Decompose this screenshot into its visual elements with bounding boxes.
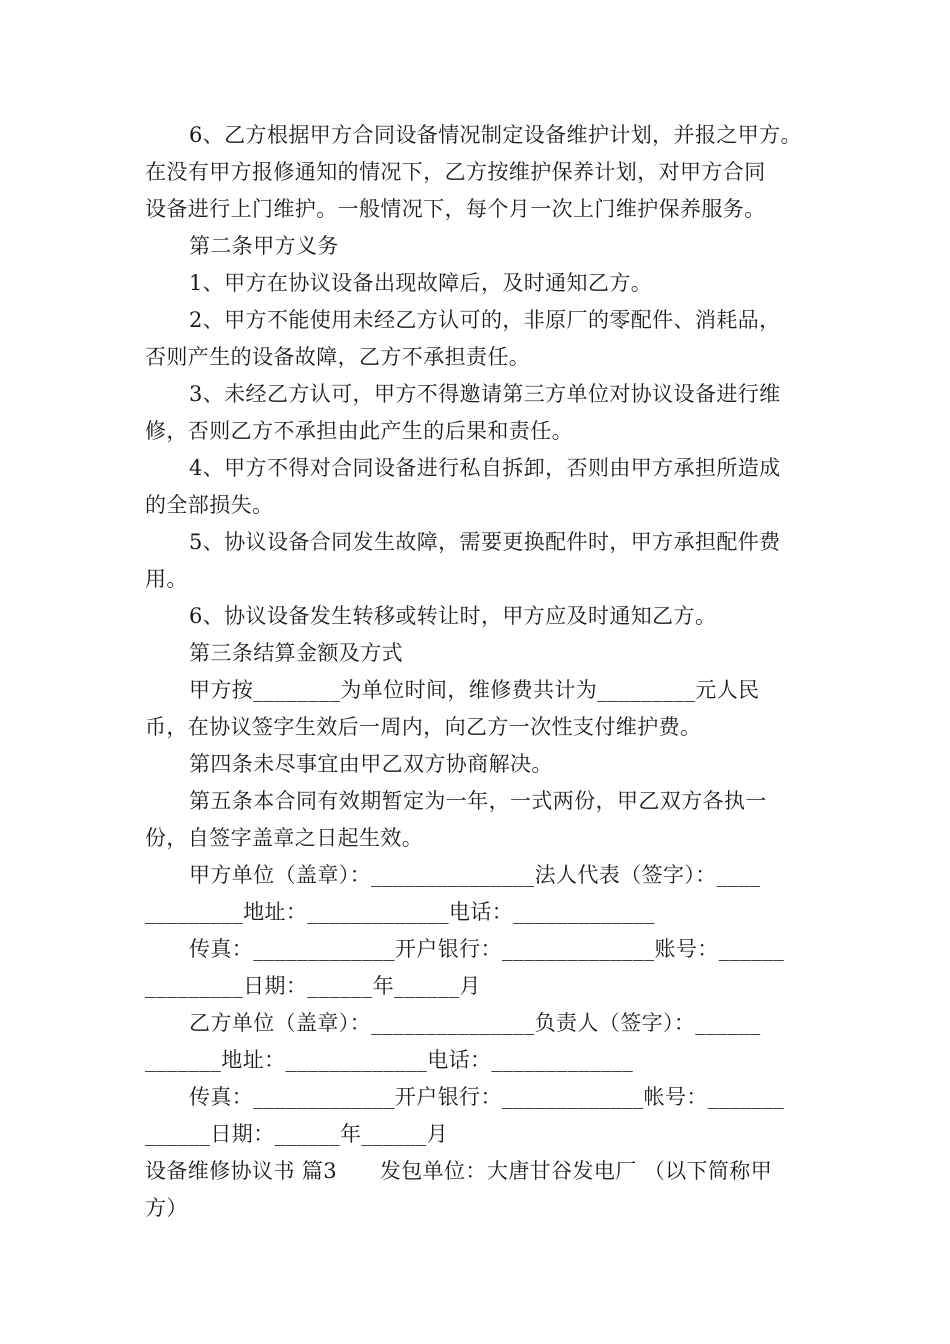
text-line: 5、协议设备合同发生故障，需要更换配件时，甲方承担配件费: [189, 530, 781, 554]
document-page: [145, 117, 810, 1227]
text-line: 3、未经乙方认可，甲方不得邀请第三方单位对协议设备进行维: [189, 382, 781, 406]
signature-field-line: _______地址：_____________电话：_____________: [145, 1048, 634, 1072]
section-heading: 第四条未尽事宜由甲乙双方协商解决。: [189, 752, 553, 776]
signature-field-line: 传真：_____________开户银行：_____________帐号：_______: [189, 1085, 785, 1109]
text-line: 6、协议设备发生转移或转让时，甲方应及时通知乙方。: [189, 604, 717, 628]
signature-field-line: _________日期：______年______月: [145, 974, 481, 998]
text-line: 币，在协议签字生效后一周内，向乙方一次性支付维护费。: [145, 715, 702, 739]
text-line: 方）: [145, 1196, 188, 1220]
text-line: 2、甲方不能使用未经乙方认可的，非原厂的零配件、消耗品，: [189, 308, 781, 332]
text-line: 否则产生的设备故障，乙方不承担责任。: [145, 345, 531, 369]
section-heading: 第二条甲方义务: [189, 234, 339, 258]
text-line: 份，自签字盖章之日起生效。: [145, 826, 424, 850]
text-line: 在没有甲方报修通知的情况下，乙方按维护保养计划，对甲方合同: [145, 160, 766, 184]
signature-field-line: 乙方单位（盖章）：_______________负责人（签字）：______: [189, 1011, 761, 1035]
signature-field-line: 传真：_____________开户银行：______________账号：______: [189, 937, 785, 961]
text-line: 4、甲方不得对合同设备进行私自拆卸，否则由甲方承担所造成: [189, 456, 781, 480]
text-line: 设备进行上门维护。一般情况下，每个月一次上门维护保养服务。: [145, 197, 766, 221]
text-line: 1、甲方在协议设备出现故障后，及时通知乙方。: [189, 271, 653, 295]
signature-field-line: ______日期：______年______月: [145, 1122, 449, 1146]
section-heading: 第三条结算金额及方式: [189, 641, 403, 665]
text-line: 用。: [145, 567, 188, 591]
signature-field-line: 甲方单位（盖章）：_______________法人代表（签字）：____: [189, 863, 761, 887]
text-line: 修，否则乙方不承担由此产生的后果和责任。: [145, 419, 573, 443]
text-line: 甲方按________为单位时间，维修费共计为_________元人民: [189, 678, 760, 702]
signature-field-line: _________地址：_____________电话：_____________: [145, 900, 655, 924]
text-line: 设备维修协议书 篇3 发包单位：大唐甘谷发电厂 （以下简称甲: [145, 1159, 773, 1183]
text-line: 的全部损失。: [145, 493, 274, 517]
text-line: 6、乙方根据甲方合同设备情况制定设备维护计划，并报之甲方。: [189, 123, 802, 147]
section-heading: 第五条本合同有效期暂定为一年，一式两份，甲乙双方各执一: [189, 789, 767, 813]
